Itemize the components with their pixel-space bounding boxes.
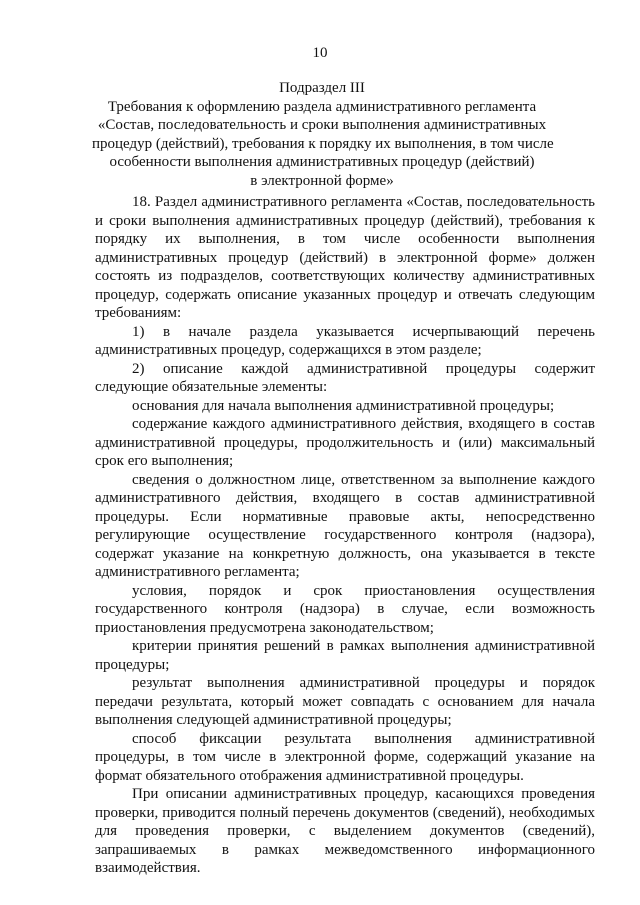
- paragraph-18: 18. Раздел административного регламента «Состав, последовательность и сроки выполнения административных процедур (действий), требования к порядку их выполнения, в том числе особенности выполнения административных процедур (действий) в электронной форме» должен состоять из подразделов, соответствующих количеству административных процедур, содержать описание указанных процедур и отвечать следующим требованиям:: [95, 194, 595, 321]
- list-item-1: 1) в начале раздела указывается исчерпывающий перечень административных процедур, содержащихся в этом разделе;: [95, 323, 595, 358]
- element-content: содержание каждого административного действия, входящего в состав административной процедуры, продолжительность и (или) максимальный срок его выполнения;: [95, 416, 595, 469]
- element-official: сведения о должностном лице, ответственном за выполнение каждого административного действия, входящего в состав административной процедуры. Если нормативные правовые акты, непосредственно регулирующие осуществление государственного контроля (надзора), содержат указание на конкретную должность, она указывается в тексте административного регламента;: [95, 471, 595, 580]
- page-number: 10: [312, 45, 328, 61]
- element-suspension: условия, порядок и срок приостановления осуществления государственного контроля (надзора) в случае, если возможность приостановления предусмотрена законодательством;: [95, 582, 595, 636]
- element-basis: основания для начала выполнения административной процедуры;: [132, 397, 555, 414]
- heading-line: «Состав, последовательность и сроки выполнения административных: [97, 117, 547, 133]
- heading-line: процедур (действий), требования к порядку их выполнения, в том числе: [92, 135, 554, 152]
- element-result: результат выполнения административной процедуры и порядок передачи результата, который может совпадать с основанием для начала выполнения следующей административной процедуры;: [95, 675, 595, 728]
- section-heading: [92, 79, 552, 190]
- heading-line: в электронной форме»: [250, 172, 394, 189]
- list-item-2: 2) описание каждой административной процедуры содержит следующие обязательные элементы:: [95, 360, 595, 395]
- element-fixation: способ фиксации результата выполнения административной процедуры, в том числе в электронной форме, содержащий указание на формат обязательного отображения административной процедуры.: [95, 730, 595, 784]
- heading-line: Требования к оформлению раздела административного регламента: [107, 98, 537, 115]
- paragraph-inspection: При описании административных процедур, касающихся проведения проверки, приводится полный перечень документов (сведений), необходимых для проведения проверки, с выделением документов (сведений), запрашиваемых в рамках межведомственного информационного взаимодействия.: [95, 786, 595, 876]
- document-body: [95, 193, 595, 878]
- element-criteria: критерии принятия решений в рамках выполнения административной процедуры;: [95, 638, 595, 673]
- subsection-title: Подраздел III: [279, 80, 365, 96]
- heading-line: особенности выполнения административных процедур (действий): [109, 154, 535, 170]
